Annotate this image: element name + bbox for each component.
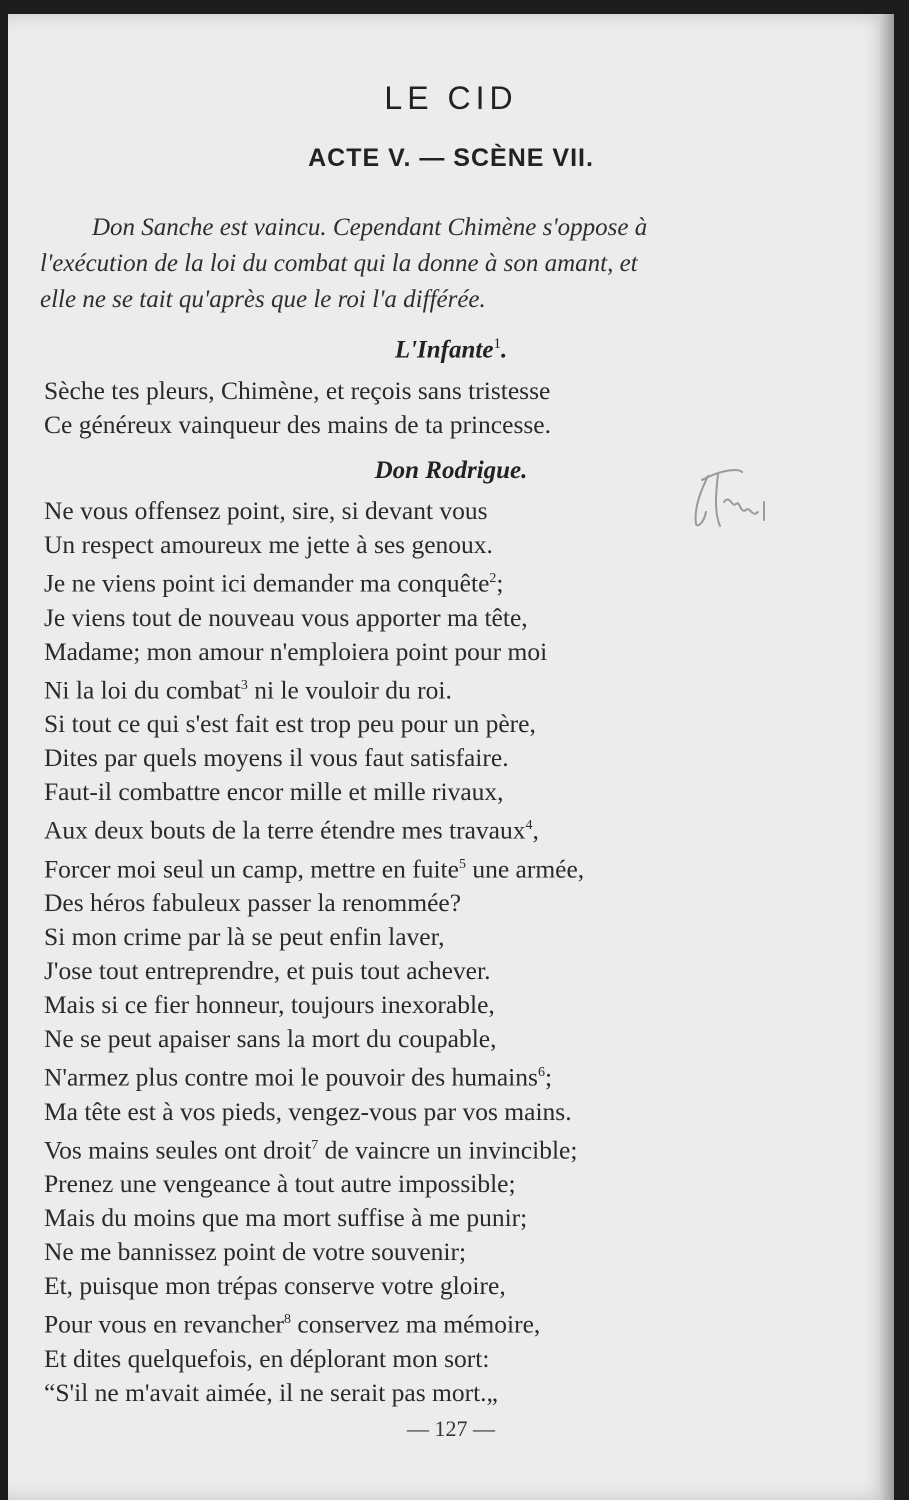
verse-text: Mais du moins que ma mort suffise à me punir; xyxy=(44,1203,528,1232)
footnote-marker: 5 xyxy=(458,856,466,872)
verse-line xyxy=(44,809,804,848)
footnote-marker: 4 xyxy=(525,818,533,833)
verse-text-continued: conservez ma mémoire, xyxy=(291,1309,541,1339)
verse-line xyxy=(44,1269,804,1303)
footnote-marker: 1 xyxy=(493,336,501,352)
verse-text-continued: , xyxy=(532,815,539,845)
speaker-infante xyxy=(8,336,894,364)
verse-line: Ce généreux vainqueur des mains de ta princesse. xyxy=(44,410,551,439)
verse-text: Je ne viens point ici demander ma conquête xyxy=(44,568,490,598)
verse-line xyxy=(44,954,804,988)
verse-line xyxy=(44,1342,804,1376)
verse-line xyxy=(44,1376,804,1410)
verse-text: Aux deux bouts de la terre étendre mes travaux xyxy=(44,815,526,845)
verse-line xyxy=(44,1095,804,1129)
verse-text: Un respect amoureux me jette à ses genoux. xyxy=(44,530,493,559)
rodrigue-verse xyxy=(44,494,804,1410)
verse-line xyxy=(44,886,804,920)
footnote-marker: 6 xyxy=(537,1065,545,1080)
verse-text: Ma tête est à vos pieds, vengez-vous par vos mains. xyxy=(44,1096,572,1126)
verse-text: “S'il ne m'avait aimée, il ne serait pas mort.„ xyxy=(44,1377,498,1407)
verse-line xyxy=(44,1056,804,1095)
footnote-marker: 8 xyxy=(284,1312,292,1327)
verse-text: Ne vous offensez point, sire, si devant vous xyxy=(44,496,488,525)
handwritten-signature xyxy=(680,462,780,542)
speaker-punct: . xyxy=(521,457,528,484)
verse-text: Vos mains seules ont droit xyxy=(44,1135,312,1164)
verse-line xyxy=(44,601,804,635)
verse-text: Forcer moi seul un camp, mettre en fuite xyxy=(44,854,459,883)
verse-text: Si tout ce qui s'est fait est trop peu pour un père, xyxy=(44,709,536,738)
speaker-name: L'Infante xyxy=(394,336,494,364)
verse-line xyxy=(44,669,804,708)
footnote-marker: 3 xyxy=(240,677,248,693)
footnote-marker: 7 xyxy=(311,1137,319,1153)
verse-text-continued: ; xyxy=(496,568,504,598)
verse-text: N'armez plus contre moi le pouvoir des humains xyxy=(44,1062,538,1092)
verse-text: Des héros fabuleux passer la renommée? xyxy=(44,888,462,917)
page-number: — 127 — xyxy=(407,1416,495,1441)
verse-line xyxy=(44,1167,804,1201)
verse-text: Faut-il combattre encor mille et mille rivaux, xyxy=(44,777,504,806)
verse-line xyxy=(44,1303,804,1342)
verse-text: Dites par quels moyens il vous faut satisfaire. xyxy=(44,743,509,772)
verse-line xyxy=(44,635,804,669)
verse-text: Ni la loi du combat xyxy=(44,675,241,704)
scene-heading: ACTE V. — SCÈNE VII. xyxy=(308,144,594,172)
speaker-punct: . xyxy=(500,336,508,364)
verse-line: Sèche tes pleurs, Chimène, et reçois sans tristesse xyxy=(44,376,551,405)
verse-line xyxy=(44,1201,804,1235)
infante-verse xyxy=(44,374,804,442)
speaker-name: Don Rodrigue xyxy=(374,457,522,484)
argument-line: elle ne se tait qu'après que le roi l'a différée. xyxy=(40,286,486,313)
verse-line xyxy=(44,1129,804,1168)
verse-text-continued: ; xyxy=(544,1062,553,1092)
verse-line xyxy=(44,848,804,887)
verse-text: Ne me bannissez point de votre souvenir; xyxy=(44,1237,467,1266)
verse-text: Pour vous en revancher xyxy=(44,1309,285,1339)
argument-line: l'exécution de la loi du combat qui la donne à son amant, et xyxy=(40,250,638,277)
verse-line xyxy=(44,741,804,775)
verse-line xyxy=(44,920,804,954)
book-page xyxy=(8,14,894,1500)
verse-line xyxy=(44,1022,804,1056)
verse-text-continued: ni le vouloir du roi. xyxy=(247,675,452,704)
verse-text: Prenez une vengeance à tout autre impossible; xyxy=(44,1169,516,1198)
argument-line: Don Sanche est vaincu. Cependant Chimène s'oppose à xyxy=(92,214,648,241)
verse-text: Ne se peut apaiser sans la mort du coupable, xyxy=(44,1024,497,1053)
verse-line xyxy=(44,1235,804,1269)
verse-line xyxy=(44,775,804,809)
verse-text-continued: une armée, xyxy=(465,854,585,883)
verse-text-continued: de vaincre un invincible; xyxy=(318,1135,578,1164)
verse-text: Et dites quelquefois, en déplorant mon sort: xyxy=(44,1343,490,1373)
footnote-marker: 2 xyxy=(489,571,497,586)
scene-argument xyxy=(40,210,800,318)
book-title: LE CID xyxy=(384,80,518,116)
verse-text: J'ose tout entreprendre, et puis tout achever. xyxy=(44,956,491,985)
verse-text: Mais si ce fier honneur, toujours inexorable, xyxy=(44,990,495,1019)
verse-line xyxy=(44,707,804,741)
page-edge-shadow xyxy=(880,14,894,1500)
verse-text: Je viens tout de nouveau vous apporter ma tête, xyxy=(44,602,528,632)
verse-line xyxy=(44,562,804,601)
verse-text: Et, puisque mon trépas conserve votre gloire, xyxy=(44,1271,506,1300)
verse-text: Si mon crime par là se peut enfin laver, xyxy=(44,922,445,951)
verse-line xyxy=(44,988,804,1022)
verse-text: Madame; mon amour n'emploiera point pour moi xyxy=(44,636,548,666)
